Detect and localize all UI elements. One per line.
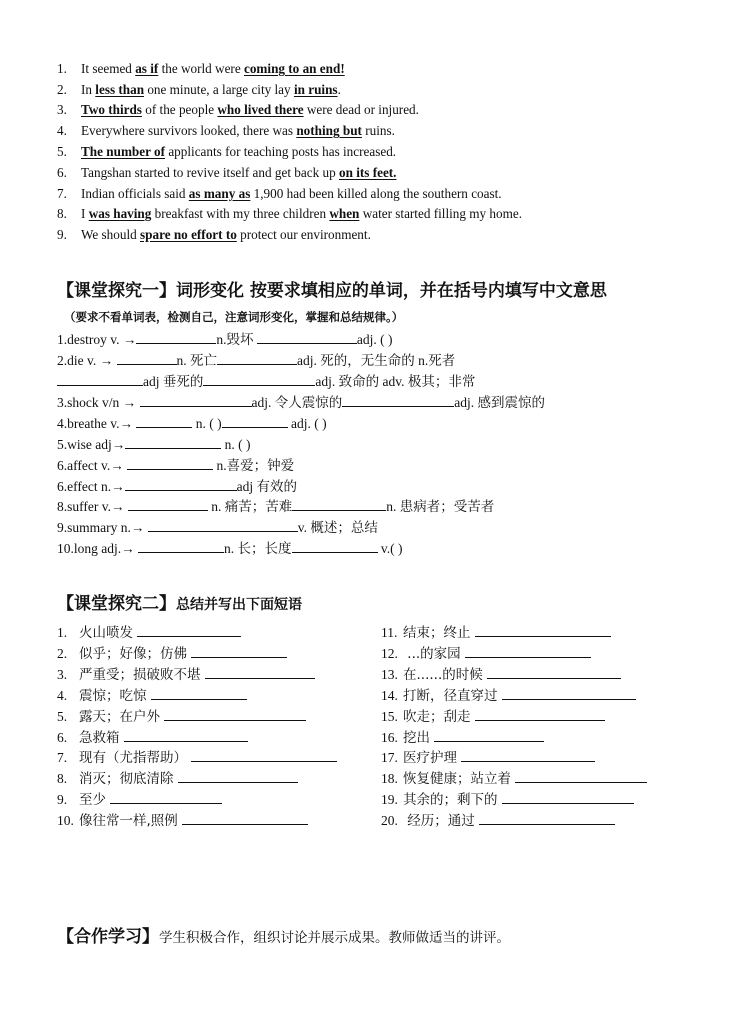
sentence-number: 2. [57, 82, 67, 97]
wordform-text: adj. 死的，无生命的 n.死者 [297, 353, 456, 368]
answer-blank[interactable] [127, 456, 213, 470]
wordform-text: 10.long adj.→ [57, 541, 138, 556]
phrase-item [57, 642, 287, 662]
answer-phrase: The number of [81, 144, 166, 159]
phrase-meaning: 像往常一样,照例 [79, 813, 178, 829]
answer-phrase: when [329, 206, 360, 221]
answer-blank[interactable] [292, 497, 386, 511]
sentence-number: 3. [57, 102, 67, 117]
phrase-meaning: 挖出 [403, 730, 430, 746]
answer-blank[interactable] [164, 707, 306, 721]
sentence-text: We should [81, 227, 141, 242]
phrase-number: 11. [381, 625, 398, 640]
answer-blank[interactable] [182, 811, 308, 825]
sentence-text: applicants for teaching posts has increased. [165, 144, 397, 159]
wordform-text: adj 垂死的 [143, 374, 204, 389]
answer-blank[interactable] [110, 790, 222, 804]
sentence-number: 5. [57, 144, 67, 159]
answer-blank[interactable] [292, 539, 378, 553]
sentence-number: 9. [57, 227, 67, 242]
sentence-item [57, 61, 345, 77]
phrase-number: 3. [57, 667, 68, 682]
phrase-item [57, 788, 222, 808]
answer-blank[interactable] [475, 623, 611, 637]
answer-phrase: was having [88, 206, 152, 221]
phrase-item [57, 746, 337, 766]
phrase-meaning: 现有（尤指帮助） [79, 750, 187, 766]
sentence-item [57, 123, 395, 139]
phrase-number: 6. [57, 730, 68, 745]
phrase-meaning: 火山喷发 [79, 625, 133, 641]
wordform-text: 3.shock v/n → [57, 395, 140, 410]
answer-blank[interactable] [203, 372, 315, 386]
answer-blank[interactable] [479, 811, 615, 825]
sentence-text: protect our environment. [236, 227, 371, 242]
wordform-text: v. 概述；总结 [297, 520, 378, 535]
wordform-text: 9.summary n.→ [57, 520, 148, 535]
sentence-text: breakfast with my three children [151, 206, 330, 221]
wordform-text: adj. 令人震惊的 [251, 395, 343, 410]
phrase-item [381, 746, 595, 766]
phrase-meaning: 似乎；好像；仿佛 [79, 646, 187, 662]
answer-blank[interactable] [128, 497, 208, 511]
phrase-meaning: 其余的；剩下的 [403, 792, 498, 808]
answer-phrase: as if [135, 61, 159, 76]
sentence-item [57, 206, 522, 222]
wordform-text: 6.effect n.→ [57, 479, 125, 494]
phrase-meaning: ...的家园 [403, 646, 461, 662]
phrase-item [57, 663, 315, 683]
answer-blank[interactable] [148, 518, 298, 532]
phrase-number: 5. [57, 709, 68, 724]
phrase-number: 4. [57, 688, 68, 703]
phrase-meaning: 消灭；彻底清除 [79, 771, 174, 787]
phrase-item [381, 663, 621, 683]
answer-phrase: who lived there [217, 102, 304, 117]
answer-blank[interactable] [257, 330, 357, 344]
phrase-item [381, 642, 591, 662]
answer-blank[interactable] [151, 686, 247, 700]
sentence-number: 1. [57, 61, 67, 76]
sentence-text: Everywhere survivors looked, there was [81, 123, 297, 138]
sentence-text: water started filling my home. [359, 206, 522, 221]
phrase-meaning: 严重受；损破败不堪 [79, 667, 201, 683]
coop-title: 【合作学习】 [57, 927, 159, 947]
answer-blank[interactable] [191, 748, 337, 762]
wordform-row [57, 351, 455, 370]
phrase-meaning: 经历；通过 [403, 813, 475, 829]
phrase-number: 18. [381, 771, 398, 786]
answer-blank[interactable] [125, 477, 237, 491]
answer-blank[interactable] [205, 665, 315, 679]
answer-blank[interactable] [137, 623, 241, 637]
section2-title-text: 总结并写出下面短语 [176, 597, 302, 613]
sentence-number: 6. [57, 165, 67, 180]
sentence-text: . [337, 82, 341, 97]
answer-blank[interactable] [57, 372, 143, 386]
phrase-number: 14. [381, 688, 398, 703]
answer-blank[interactable] [140, 393, 252, 407]
wordform-text: 5.wise adj→ [57, 437, 126, 452]
wordform-text: 2.die v. → [57, 353, 117, 368]
phrase-meaning: 医疗护理 [403, 750, 457, 766]
answer-blank[interactable] [125, 435, 221, 449]
wordform-text: n. 死亡 [176, 353, 217, 368]
sentence-item [57, 102, 419, 118]
phrase-meaning: 露天；在户外 [79, 709, 160, 725]
wordform-text: n. 痛苦；苦难 [207, 499, 293, 514]
phrase-item [57, 809, 308, 829]
answer-blank[interactable] [217, 351, 297, 365]
answer-blank[interactable] [222, 414, 288, 428]
answer-blank[interactable] [502, 686, 636, 700]
answer-phrase: as many as [188, 186, 251, 201]
answer-blank[interactable] [461, 748, 595, 762]
wordform-text: n. 长；长度 [224, 541, 292, 556]
section1-title-text: 词形变化 按要求填相应的单词，并在括号内填写中文意思 [176, 281, 607, 301]
answer-blank[interactable] [487, 665, 621, 679]
section2-bracket-title: 【课堂探究二】 [57, 594, 176, 614]
sentence-number: 7. [57, 186, 67, 201]
wordform-text: n.喜爱；钟爱 [213, 458, 295, 473]
answer-phrase: Two thirds [81, 102, 142, 117]
answer-blank[interactable] [136, 330, 216, 344]
wordform-text: adj. ( ) [356, 332, 393, 347]
phrase-meaning: 吹走；刮走 [403, 709, 471, 725]
section1-note: （要求不看单词表，检测自己，注意词形变化，掌握和总结规律。） [64, 310, 404, 324]
answer-phrase: on its feet. [338, 165, 397, 180]
sentence-number: 8. [57, 206, 67, 221]
answer-phrase: coming to an end! [243, 61, 345, 76]
phrase-meaning: 打断，径直穿过 [403, 688, 498, 704]
sentence-item [57, 144, 396, 160]
phrase-item [57, 621, 241, 641]
answer-phrase: less than [95, 82, 145, 97]
answer-blank[interactable] [117, 351, 177, 365]
phrase-item [57, 684, 247, 704]
phrase-meaning: 在......的时候 [403, 667, 483, 683]
wordform-row [57, 372, 475, 391]
answer-blank[interactable] [178, 769, 298, 783]
wordform-text: adj. 感到震惊的 [454, 395, 545, 410]
sentence-text: Tangshan started to revive itself and get back up [81, 165, 339, 180]
answer-blank[interactable] [475, 707, 605, 721]
answer-blank[interactable] [138, 539, 224, 553]
phrase-item [57, 726, 248, 746]
phrase-meaning: 结束；终止 [403, 625, 471, 641]
phrase-number: 9. [57, 792, 68, 807]
phrase-number: 17. [381, 750, 398, 765]
section1-title [57, 276, 607, 301]
section2-title [57, 589, 302, 614]
phrase-number: 7. [57, 750, 68, 765]
phrase-item [381, 767, 647, 787]
wordform-text: 1.destroy v. → [57, 332, 137, 347]
wordform-text: adj. ( ) [287, 416, 327, 431]
wordform-row [57, 330, 392, 349]
answer-blank[interactable] [342, 393, 454, 407]
phrase-item [57, 767, 298, 787]
phrase-number: 19. [381, 792, 398, 807]
phrase-number: 15. [381, 709, 398, 724]
wordform-text: v.( ) [377, 541, 403, 556]
phrase-item [381, 621, 611, 641]
wordform-row [57, 393, 545, 412]
wordform-text: n. 患病者；受苦者 [386, 499, 495, 514]
answer-blank[interactable] [191, 644, 287, 658]
wordform-row [57, 435, 251, 454]
phrase-number: 10. [57, 813, 74, 828]
wordform-row [57, 539, 403, 558]
phrase-meaning: 震惊；吃惊 [79, 688, 147, 704]
sentence-text: Indian officials said [81, 186, 189, 201]
wordform-text: 4.breathe v.→ [57, 416, 137, 431]
coop-section [57, 922, 510, 947]
sentence-item [57, 165, 396, 181]
answer-phrase: in ruins [293, 82, 338, 97]
phrase-number: 8. [57, 771, 68, 786]
sentence-text: of the people [141, 102, 218, 117]
sentence-text: 1,900 had been killed along the southern coast. [250, 186, 502, 201]
answer-blank[interactable] [124, 728, 248, 742]
answer-phrase: nothing but [296, 123, 362, 138]
phrase-item [57, 705, 306, 725]
sentence-text: one minute, a large city lay [144, 82, 294, 97]
answer-blank[interactable] [136, 414, 192, 428]
wordform-row [57, 456, 294, 475]
phrase-item [381, 809, 615, 829]
wordform-text: n. ( ) [192, 416, 222, 431]
phrase-number: 12. [381, 646, 398, 661]
sentence-text: I [81, 206, 89, 221]
wordform-text: n.毁坏 [216, 332, 257, 347]
phrase-number: 2. [57, 646, 68, 661]
answer-phrase: spare no effort to [140, 227, 237, 242]
sentence-text: ruins. [361, 123, 395, 138]
wordform-row [57, 497, 494, 516]
phrase-number: 1. [57, 625, 68, 640]
phrase-number: 16. [381, 730, 398, 745]
wordform-text: adj. 致命的 adv. 极其；非常 [315, 374, 476, 389]
phrase-item [381, 788, 634, 808]
sentence-text: the world were [158, 61, 244, 76]
wordform-text: n. ( ) [221, 437, 251, 452]
phrase-item [381, 705, 605, 725]
wordform-text: 6.affect v.→ [57, 458, 128, 473]
sentence-item [57, 82, 341, 98]
answer-blank[interactable] [465, 644, 591, 658]
sentence-item [57, 227, 371, 243]
sentence-text: In [81, 82, 96, 97]
phrase-meaning: 急救箱 [79, 730, 120, 746]
phrase-number: 13. [381, 667, 398, 682]
answer-blank[interactable] [515, 769, 647, 783]
sentence-text: were dead or injured. [303, 102, 419, 117]
answer-blank[interactable] [502, 790, 634, 804]
phrase-item [381, 684, 636, 704]
phrase-number: 20. [381, 813, 398, 828]
wordform-row [57, 477, 297, 496]
sentence-text: It seemed [81, 61, 136, 76]
sentence-item [57, 186, 502, 202]
answer-blank[interactable] [434, 728, 544, 742]
phrase-meaning: 至少 [79, 792, 106, 808]
wordform-text: 8.suffer v.→ [57, 499, 128, 514]
section1-bracket-title: 【课堂探究一】 [57, 281, 176, 301]
wordform-text: adj 有效的 [236, 479, 297, 494]
wordform-row [57, 518, 378, 537]
phrase-item [381, 726, 544, 746]
phrase-meaning: 恢复健康；站立着 [403, 771, 511, 787]
wordform-row [57, 414, 327, 433]
sentence-number: 4. [57, 123, 67, 138]
coop-text: 学生积极合作，组织讨论并展示成果。教师做适当的讲评。 [159, 930, 510, 946]
